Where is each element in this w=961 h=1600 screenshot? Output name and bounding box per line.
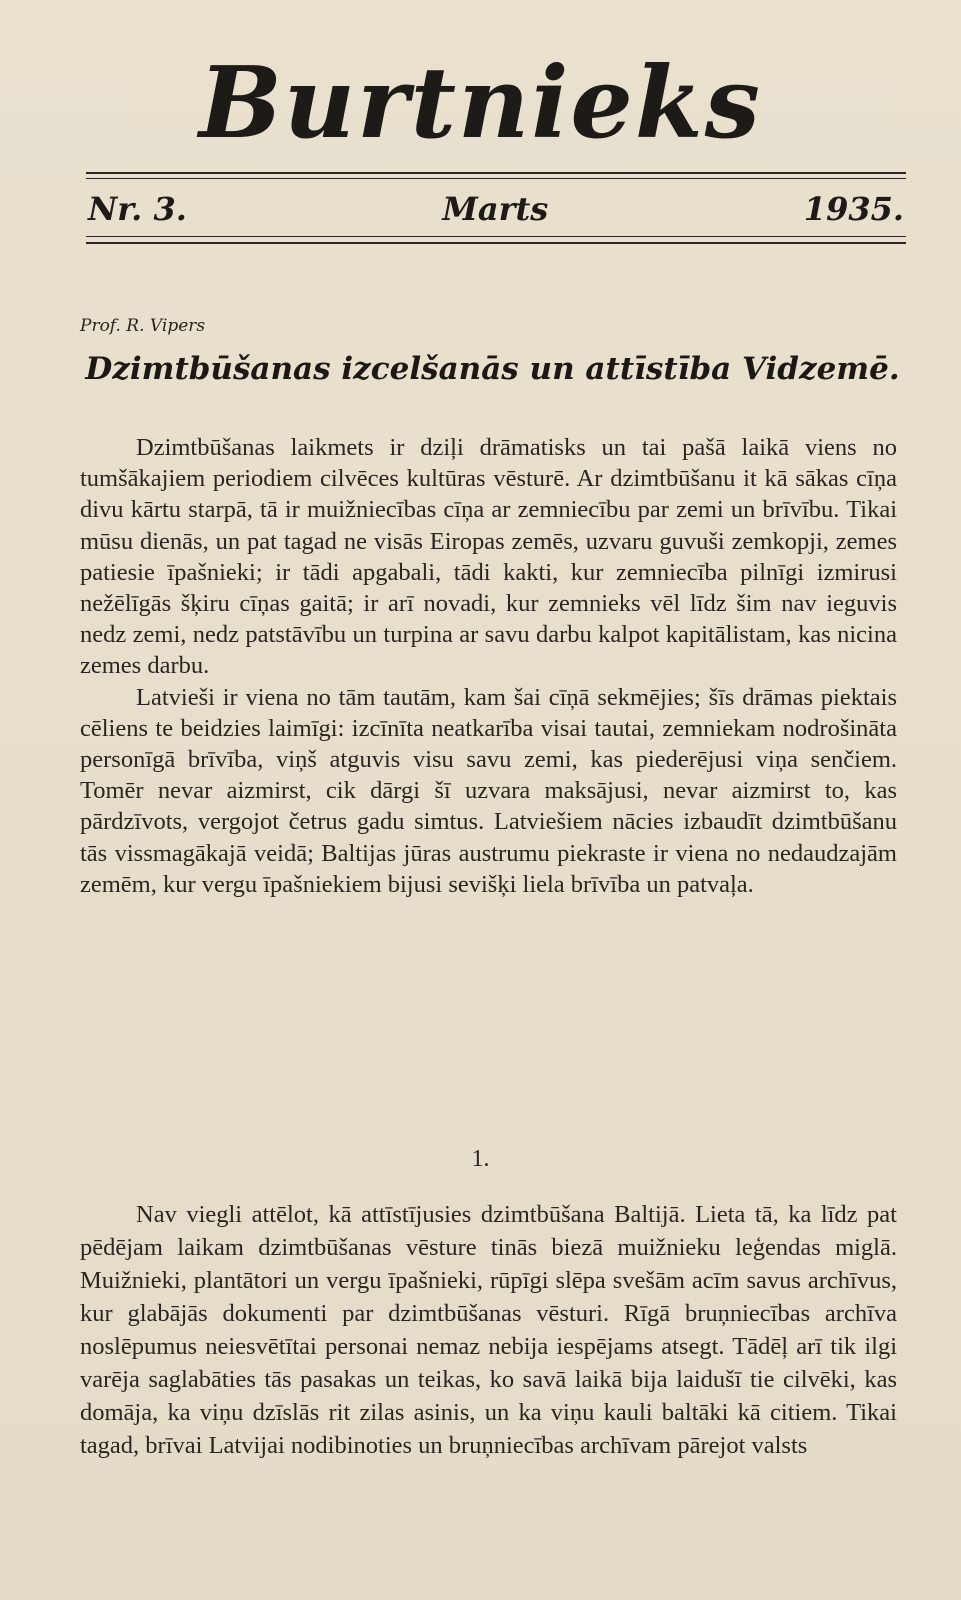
issue-number: Nr. 3. [88,190,187,228]
paragraph: Dzimtbūšanas laikmets ir dziļi drāmatisks un tai pašā laikā viens no tumšākajiem periodiem cilvēces kultūras vēsturē. Ar dzimtbūšanu it kā sākas cīņa divu kārtu starpā, tā ir muižniecības cīņa ar zemniecību par zemi un brīvību. Tikai mūsu dienās, un pat tagad ne visās Eiropas zemēs, uzvaru guvuši zemkopji, zemes patiesie īpašnieki; ir tādi apgabali, tādi kakti, kur zemniecība pilnīgi izmirusi nežēlīgās šķiru cīņas gaitā; ir arī novadi, kur zemnieks vēl līdz šim nav ieguvis nedz zemi, nedz patstāvību un turpina ar savu darbu kalpot kapitālistam, kas nicina zemes darbu. [80,434,897,680]
masthead-rule-bottom [86,242,906,244]
paragraph: Latvieši ir viena no tām tautām, kam šai cīņā sekmējies; šīs drāmas piektais cēliens te beidzies laimīgi: izcīnīta neatkarība visai tautai, zemniekam nodrošināta personīgā brīvība, viņš atguvis visu savu zemi, kas piederējusi viņa senčiem. Tomēr nevar aizmirst, cik dārgi šī uzvara maksājusi, nevar aizmirst to, kas pārdzīvots, vergojot četrus gadu simtus. Latviešiem nācies izbaudīt dzimtbūšanu tās vissmagākajā veidā; Baltijas jūras austrumu piekraste ir viena no nedaudzajām zemēm, kur vergu īpašniekiem bijusi sevišķi liela brīvība un patvaļa. [80,683,897,898]
section-body [80,1198,897,1462]
issue-year: 1935. [803,190,904,228]
issue-month: Marts [442,190,549,228]
masthead-rule-bottom-inner [86,236,906,237]
article-body [80,432,897,900]
paragraph: Nav viegli attēlot, kā attīstījusies dzimtbūšana Baltijā. Lieta tā, ka līdz pat pēdējam laikam dzimtbūšanas vēsture tinās biezā muižnieku leģendas miglā. Muižnieki, plantātori un vergu īpašnieki, rūpīgi slēpa svešām acīm savus archīvus, kur glabājās dokumenti par dzimtbūšanas vēsturi. Rīgā bruņniecības archīva noslēpumus neiesvētītai personai nemaz nebija iespējams atsegt. Tādēļ arī tik ilgi varēja saglabāties tās pasakas un teikas, ko savā laikā bija laidušī tie cilvēki, kas domāja, ka viņu dzīslās rit zilas asinis, un ka viņu kauli baltāki kā citiem. Tikai tagad, brīvai Latvijai nodibinoties un bruņniecības archīvam pārejot valsts [80,1201,897,1459]
masthead-rule-top-inner [86,178,906,179]
section-number: 1. [471,1146,490,1172]
masthead-title: Burtnieks [199,46,762,161]
article-title: Dzimtbūšanas izcelšanās un attīstība Vidzemē. [85,351,900,387]
masthead-rule-top [86,172,906,174]
article-author: Prof. R. Vipers [80,316,206,336]
issue-info [88,190,904,228]
